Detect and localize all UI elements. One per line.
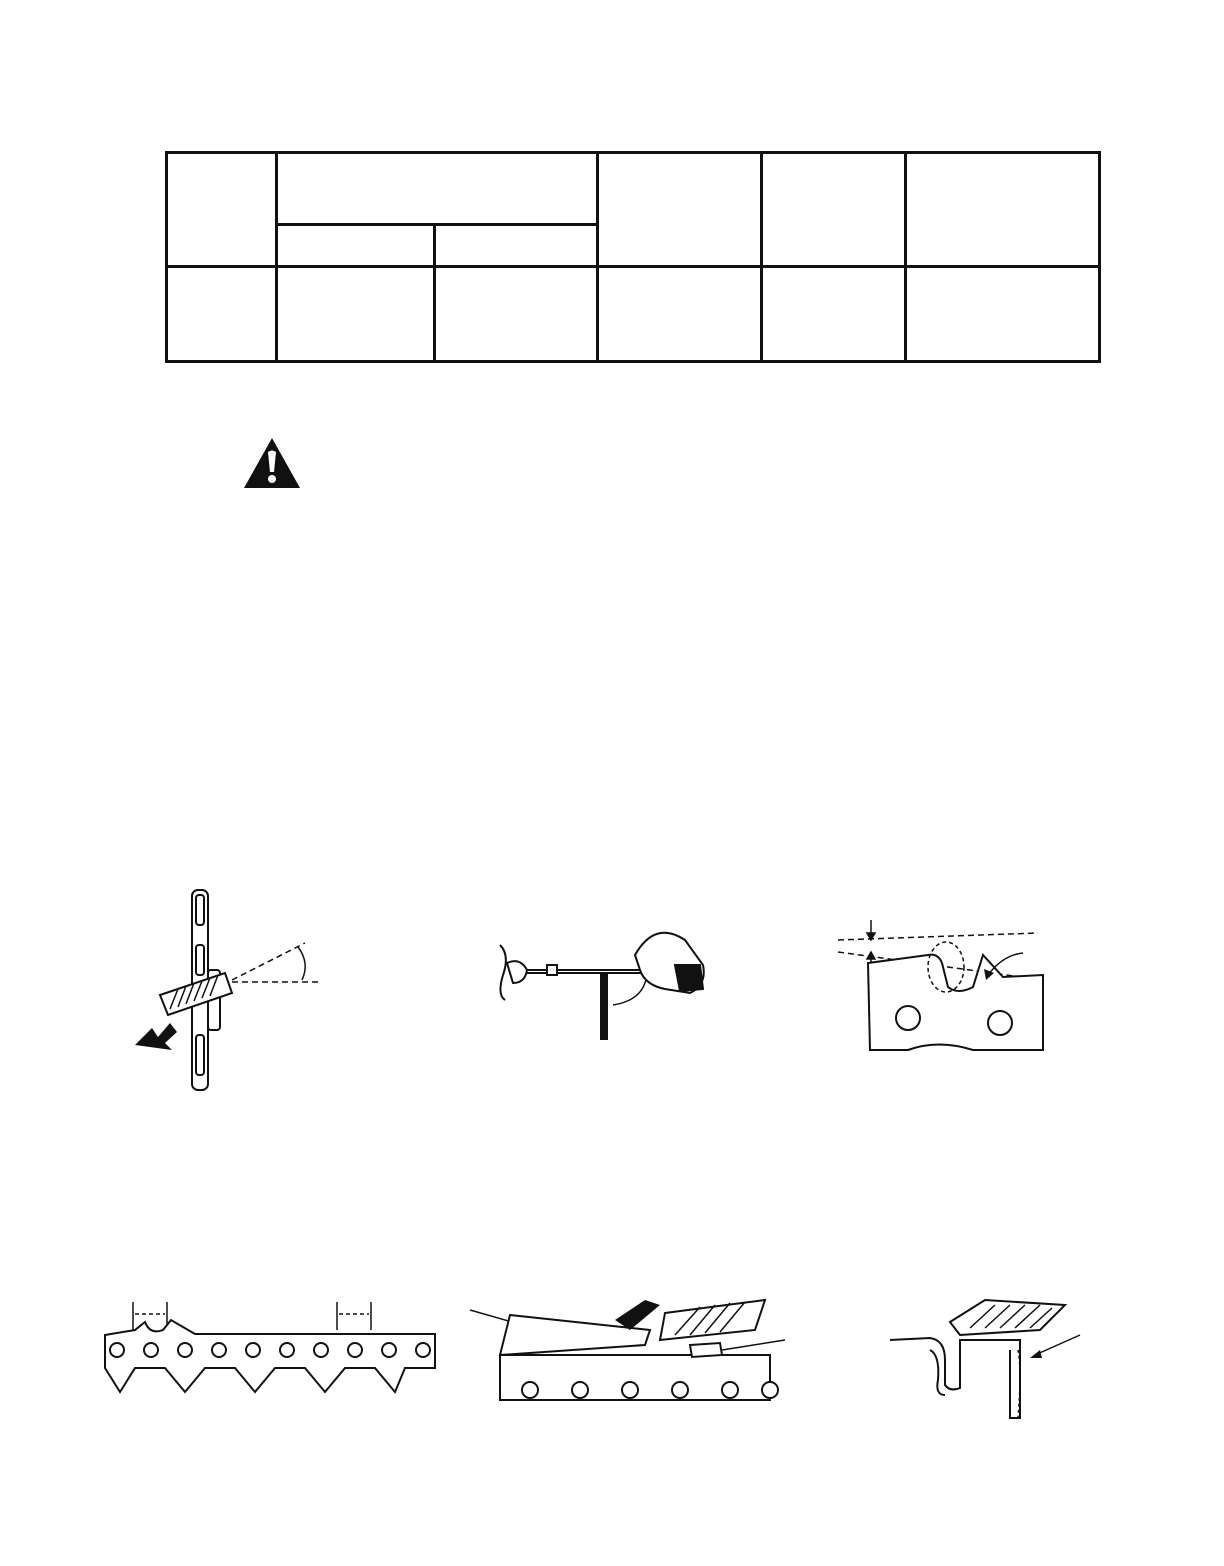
table-cell <box>598 267 762 362</box>
table-cell <box>277 267 435 362</box>
rounded-depth-gauge-figure <box>890 1300 1090 1420</box>
table-cell <box>167 267 277 362</box>
table-cell <box>762 267 906 362</box>
table-cell <box>906 267 1100 362</box>
table-cell <box>435 267 598 362</box>
table-subheader-cell <box>435 225 598 267</box>
table-subheader-cell <box>277 225 435 267</box>
table-header-cell <box>598 153 762 267</box>
chain-pitch-figure <box>105 1300 435 1400</box>
file-icon <box>950 1300 1065 1335</box>
cutter-depth-figure <box>838 915 1048 1055</box>
warning-triangle-icon <box>242 436 302 490</box>
arrow-icon <box>135 1023 177 1050</box>
file-holder-figure <box>495 925 710 1040</box>
table-header-cell <box>906 153 1100 267</box>
file-angle-figure <box>130 885 330 1090</box>
depth-gauge-tool-figure <box>470 1295 785 1435</box>
chain-specification-table <box>165 151 1101 363</box>
table-header-cell <box>762 153 906 267</box>
file-icon <box>660 1300 765 1340</box>
arrow-icon <box>615 1300 660 1330</box>
table-header-cell <box>277 153 598 225</box>
table-header-cell <box>167 153 277 267</box>
